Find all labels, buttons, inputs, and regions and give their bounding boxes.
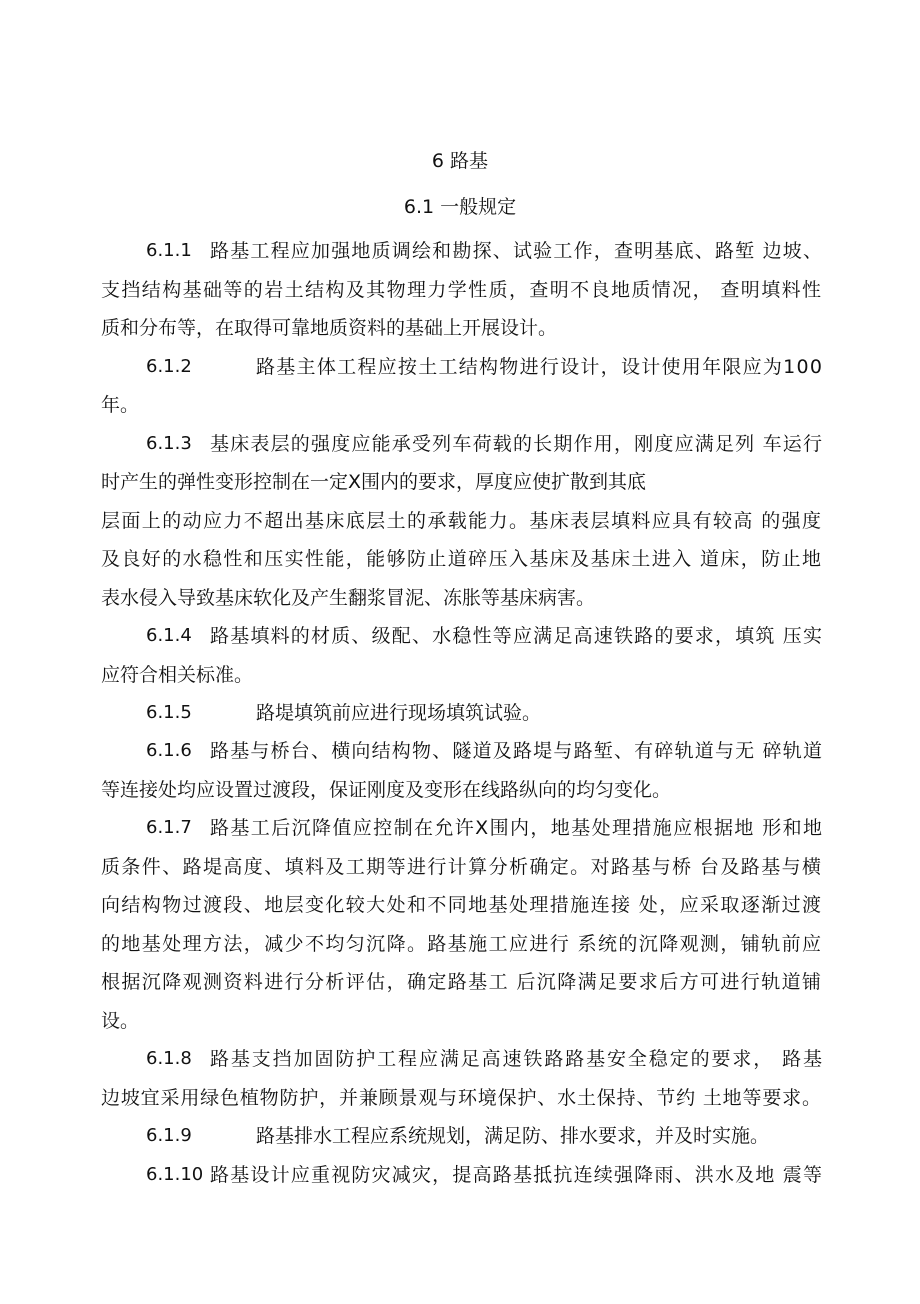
chapter-heading: 6 路基: [431, 150, 489, 172]
clause-number: 6.1.7: [146, 817, 192, 838]
clause-text-line: 基床表层的强度应能承受列车荷载的长期作用，刚度应满足列 车运行: [210, 433, 824, 455]
clause-number: 6.1.9: [146, 1125, 192, 1146]
clause-text-line: 质和分布等，在取得可靠地质资料的基础上开展设计。: [101, 317, 558, 339]
clause-number: 6.1.5: [146, 702, 192, 723]
clause-text-line: 根据沉降观测资料进行分析评估，确定路基工 后沉降满足要求后方可进行轨道铺: [101, 971, 823, 993]
clause-text-line: 及良好的水稳性和压实性能，能够防止道碎压入基床及基床土进入 道床，防止地: [101, 548, 823, 570]
clause-text-line: 路基填料的材质、级配、水稳性等应满足高速铁路的要求，填筑 压实: [210, 625, 824, 647]
clause-text-line: 路基支挡加固防护工程应满足高速铁路路基安全稳定的要求， 路基: [210, 1048, 824, 1070]
clause-text-line: 时产生的弹性变形控制在一定X围内的要求，厚度应使扩散到其底: [101, 471, 647, 493]
clause-number: 6.1.4: [146, 625, 192, 646]
clause-text-line: 支挡结构基础等的岩土结构及其物理力学性质，查明不良地质情况， 查明填料性: [101, 279, 823, 301]
clause-number: 6.1.2: [146, 356, 192, 377]
section-heading: 6.1 一般规定: [403, 196, 517, 218]
clause-text-line: 路基工程应加强地质调绘和勘探、试验工作，查明基底、路堑 边坡、: [210, 240, 824, 262]
clause-text-line: 路基主体工程应按土工结构物进行设计，设计使用年限应为100: [256, 356, 824, 378]
clause-text-line: 应符合相关标准。: [101, 664, 254, 686]
clause-text-line: 的地基处理方法，减少不均匀沉降。路基施工应进行 系统的沉降观测，铺轨前应: [101, 933, 823, 955]
clause-text-line: 层面上的动应力不超出基床底层土的承载能力。基床表层填料应具有较高 的强度: [101, 510, 823, 532]
clause-text-line: 等连接处均应设置过渡段，保证刚度及变形在线路纵向的均匀变化。: [101, 779, 672, 801]
clause-text-line: 质条件、路堤高度、填料及工期等进行计算分析确定。对路基与桥 台及路基与横: [101, 856, 823, 878]
clause-text-line: 路基与桥台、横向结构物、隧道及路堤与路堑、有碎轨道与无 碎轨道: [210, 740, 824, 762]
clause-text-line: 向结构物过渡段、地层变化较大处和不同地基处理措施连接 处，应采取逐渐过渡: [101, 894, 823, 916]
clause-text-line: 路基排水工程应系统规划，满足防、排水要求，并及时实施。: [256, 1125, 770, 1147]
clause-text-line: 表水侵入导致基床软化及产生翻浆冒泥、冻胀等基床病害。: [101, 587, 596, 609]
clause-text-line: 路堤填筑前应进行现场填筑试验。: [256, 702, 542, 724]
clause-number: 6.1.3: [146, 433, 192, 454]
clause-text-line: 路基设计应重视防灾减灾，提高路基抵抗连续强降雨、洪水及地 震等: [210, 1164, 824, 1186]
clause-number: 6.1.1: [146, 240, 192, 261]
clause-number: 6.1.10: [146, 1164, 204, 1185]
clause-text-line: 路基工后沉降值应控制在允许X围内，地基处理措施应根据地 形和地: [210, 817, 824, 839]
clause-text-line: 年。: [101, 394, 140, 416]
clause-text-line: 边坡宜采用绿色植物防护，并兼顾景观与环境保护、水土保持、节约 土地等要求。: [101, 1087, 822, 1109]
clause-number: 6.1.6: [146, 740, 192, 761]
clause-text-line: 设。: [101, 1010, 140, 1032]
clause-number: 6.1.8: [146, 1048, 192, 1069]
